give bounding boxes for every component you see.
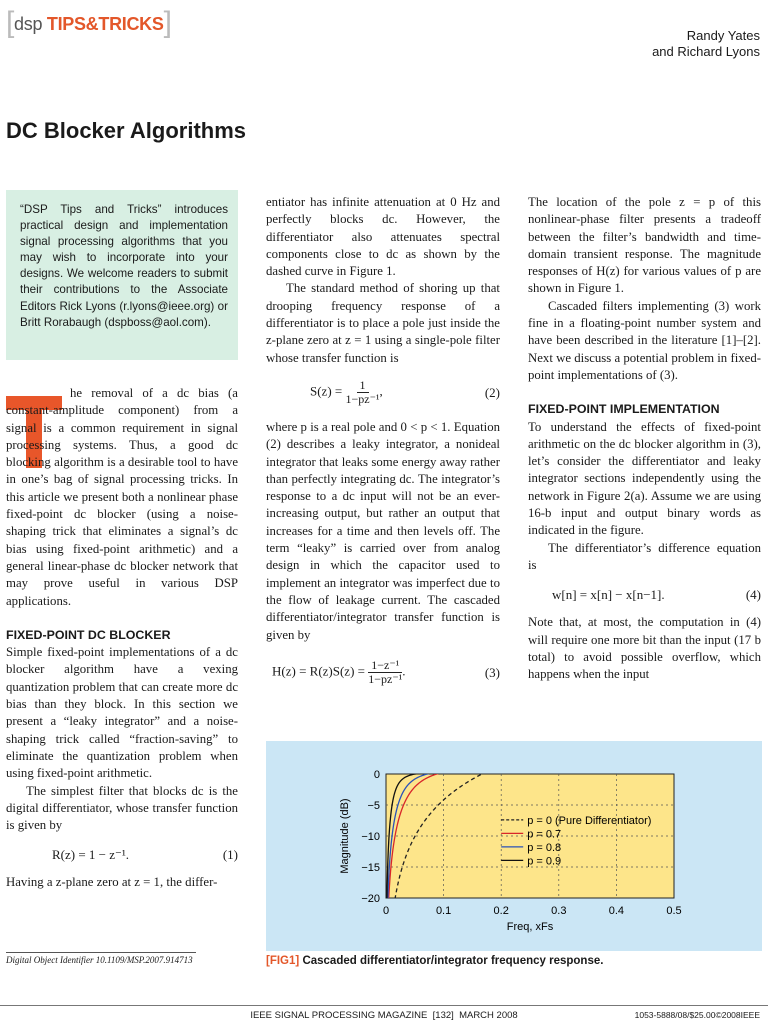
col1-para-1: he removal of a dc bias (a constant-amplitude component) from a signal is a common requirement in signal processing systems. Thus, a good dc blocking algorithm is a desirable tool to have in one’s bag of signal processing tricks. In this article we present both a nonlinear phase fixed-point dc blocker (using a noise-shaping trick that eliminates a signal’s dc bias using fixed-point arithmetic) and a general linear-phase dc blocker network that may prove useful in various DSP applications. [6,386,238,608]
eq4-body: w[n] = x[n] − x[n−1]. [552,586,665,602]
footer-right: 1053-5888/08/$25.00©2008IEEE [634,1010,760,1020]
eq3-number: (3) [484,665,500,681]
authors [652,28,760,60]
eq1-body: R(z) = 1 − z⁻¹. [52,846,130,862]
figure-label: [FIG1] [266,955,300,967]
intro-box: “DSP Tips and Tricks” introduces practical design and implementation signal processing algorithms that you may wish to incorporate into your designs. We welcome readers to submit their contributions to the Associate Editors Rick Lyons (r.lyons@ieee.org) or Britt Rorabaugh (dspboss@aol.com). [6,190,238,360]
y-axis-label: Magnitude (dB) [339,798,351,874]
eq3-denominator: 1−pz⁻¹ [368,672,403,687]
y-tick-label: −5 [367,800,380,812]
eq4-number: (4) [745,586,761,602]
col2-para-3: where p is a real pole and 0 < p < 1. Equation (2) describes a leaky integrator, a nonideal integrator that leaks some energy away rather than perfectly integrating dc. The integrator’s response to a dc input will not be an ever-increasing output, but rather an output that increases for a time and then levels off. The term “leaky” is carried over from analog design in which the capacitor used to implement an integrator was imperfect due to the flow of leakage current. The cascaded differentiator/integrator transfer function is given by [266,419,500,642]
footer-rule [0,1005,768,1006]
column-1 [6,385,238,892]
col2-para-1: entiator has infinite attenuation at 0 Hz and perfectly blocks dc. However, the differentiator also attenuates spectral components close to dc as shown by the dashed curve in Figure 1. [266,195,500,279]
figure-panel [266,741,762,951]
eq2-numerator: 1 [357,379,369,393]
col3-heading: FIXED-POINT IMPLEMENTATION [528,402,720,417]
equation-4 [528,574,761,614]
x-tick-label: 0.3 [551,905,567,917]
x-axis-label: Freq, xFs [506,921,554,933]
eq3-numerator: 1−z⁻¹ [368,659,402,673]
logo-tips-tricks: TIPS&TRICKS [46,14,164,34]
legend-entry-0: p = 0 (Pure Differentiator) [527,814,652,827]
article-title: DC Blocker Algorithms [6,118,247,143]
eq3-tail: . [402,663,406,679]
column-3 [528,194,761,683]
figure-caption [266,955,603,967]
col3-para-5: Note that, at most, the computation in (4) will require one more bit than the input (17 b total) to avoid possible overflow, which happens when the input [528,615,761,682]
col3-para-1: The location of the pole z = p of this nonlinear-phase filter presents a tradeoff between the filter’s bandwidth and time-domain transient response. The magnitude responses of H(z) for various values of p are shown in Figure 1. [528,195,761,296]
doi: Digital Object Identifier 10.1109/MSP.2007.914713 [6,955,193,965]
x-tick-label: 0.2 [493,905,509,917]
footer-page: [132] [432,1010,454,1021]
equation-3 [266,644,500,702]
col1-para-2: Simple fixed-point implementations of a dc blocker algorithm have a vexing quantization problem that can create more dc bias than they block. In this section we present a “leaky integrator” and a noise-shaping trick called “fraction-saving” to eliminate the quantization problem when using fixed-point arithmetic. [6,645,238,781]
x-tick-label: 0.1 [435,905,452,917]
y-tick-label: −15 [361,862,380,874]
col1-para-3: The simplest filter that blocks dc is the digital differentiator, whose transfer function is given by [6,783,238,833]
figure-caption-text: Cascaded differentiator/integrator frequency response. [302,955,604,967]
x-tick-label: 0.4 [608,905,625,917]
footer-magazine: IEEE SIGNAL PROCESSING MAGAZINE [250,1010,428,1021]
col3-para-3: To understand the effects of fixed-point arithmetic on the dc blocker algorithm in (3), let’s consider the differentiator and leaky integrator sections independently using the network in Figure 2(a). Assume we are using 16-b input and output binary words as indicated in the figure. [528,419,761,538]
section-logo: [dsp TIPS&TRICKS] [6,6,172,39]
legend-entry-1: p = 0.7 [527,828,562,841]
eq1-number: (1) [222,846,238,862]
y-tick-label: −20 [361,893,380,905]
y-tick-label: 0 [373,769,380,781]
col2-para-2: The standard method of shoring up that drooping frequency response of a differentiator is to place a pole just inside the z-plane zero at z = 1 using a single-pole filter whose transfer function is [266,281,500,365]
x-tick-label: 0 [382,905,390,917]
logo-dsp: dsp [14,14,43,34]
x-tick-label: 0.5 [666,905,682,917]
dropcap-letter: T [34,436,35,437]
author-1: Randy Yates [686,28,760,43]
author-2: and Richard Lyons [652,44,760,59]
y-tick-label: −10 [361,831,380,843]
footer-date: MARCH 2008 [459,1010,518,1021]
eq2-lhs: S(z) = [310,383,343,399]
legend-entry-3: p = 0.9 [527,855,562,868]
chart [266,741,762,951]
doi-rule [6,952,196,953]
eq2-tail: , [379,383,383,399]
col3-para-4: The differentiator’s difference equation is [528,540,761,572]
col1-para-4: Having a z-plane zero at z = 1, the differ- [6,875,218,890]
eq3-lhs: H(z) = R(z)S(z) = [272,663,365,679]
equation-2 [266,367,500,419]
eq2-number: (2) [484,385,500,401]
legend-entry-2: p = 0.8 [527,841,562,854]
col1-heading: FIXED-POINT DC BLOCKER [6,627,171,642]
equation-1 [6,834,238,874]
eq2-denominator: 1−pz⁻¹ [345,392,380,407]
col3-para-2: Cascaded filters implementing (3) work fine in a floating-point number system and have been described in the literature [1]–[2]. Next we discuss a potential problem in fixed-point implementations of (3). [528,298,761,382]
column-2 [266,194,500,702]
